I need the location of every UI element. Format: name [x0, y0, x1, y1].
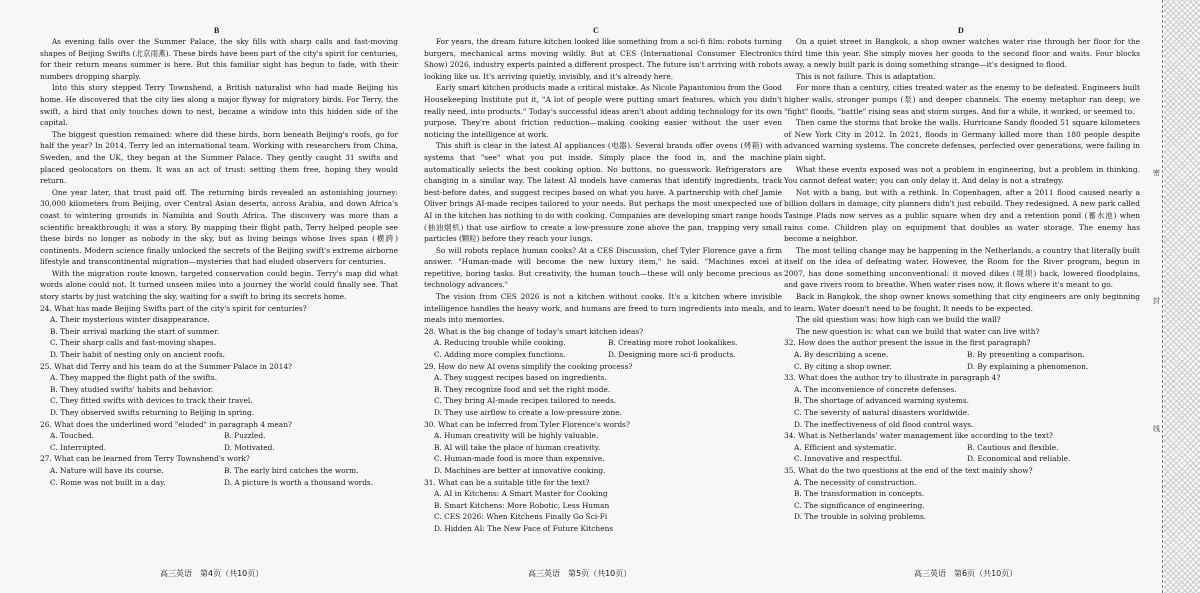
answer-option: B. AI will take the place of human creativity. [434, 442, 601, 452]
answer-option: C. They fitted swifts with devices to track their travel. [50, 396, 253, 406]
passage-paragraph: Into this story stepped Terry Townshend, a British naturalist who had made Beijing his home. He discovered that the city lies along a major flyway for migratory birds. For Terry, the swift, a bird that only touches down to nest, became a window into this hidden side of the capital. [40, 83, 398, 128]
seal-mark-3: 线 [1153, 425, 1160, 433]
answer-option: D. They observed swifts returning to Beijing in spring. [50, 408, 255, 417]
passage-paragraph: Not with a bang, but with a rethink. In Copenhagen, after a 2011 flood caused nearly a billion dollars in damage, city planners didn't just rebuild. They redesigned. A new park called Tasinge Plads now serves as a public square when dry and a retention pond (蓄水池) when rains come. Children play on equipment that doubles as water storage. The enemy has become a neighbor. [784, 187, 1140, 244]
answer-option-row [434, 337, 782, 349]
passage-paragraph: This is not failure. This is adaptation. [795, 71, 936, 81]
answer-option-row [50, 477, 398, 489]
answer-option: B. Smart Kitchens: More Robotic, Less Human [434, 500, 610, 510]
passage-paragraph: The biggest question remained: where did these birds, born beneath Beijing's roofs, go for half the year? In 2014, Terry led an international team. Working with researchers from China, Sweden, and the UK, they began at the Summer Palace. They gently caught 31 swifts and placed geolocators on them. It was an act of trust: setting them free, hoping they would return. [40, 129, 398, 186]
answer-option-row [50, 430, 398, 442]
passage-paragraph: The vision from CES 2026 is not a kitchen without cooks. It's a kitchen where invisible intelligence handles the heavy work, and humans are freed to turn ingredients into meals, and meals into memories. [424, 292, 782, 325]
answer-option: A. By describing a scene. [794, 350, 889, 360]
passage-paragraph: For years, the dream future kitchen looked like something from a sci-fi film: robots turning burgers, mechanical arms moving wildly. But at CES (International Consumer Electronics Show) 2026, industry experts painted a different prospect. The future isn't arriving with robots looking like us. It's arriving quietly, invisibly, and it's already here. [424, 37, 782, 81]
answer-option: A. Touched. [50, 431, 94, 441]
answer-option: D. A picture is worth a thousand words. [224, 477, 374, 487]
answer-option-row [794, 442, 1140, 454]
answer-option: C. By citing a shop owner. [794, 361, 892, 371]
answer-option-row [794, 361, 1140, 373]
section-c-letter: C [593, 26, 599, 35]
question-stem: 26. What does the underlined word "eluded" in paragraph 4 mean? [40, 419, 292, 429]
seal-strip-pattern [1164, 0, 1200, 593]
answer-option: A. They mapped the flight path of the swifts. [50, 373, 218, 383]
seal-mark-2: 封 [1153, 297, 1160, 305]
passage-paragraph: Early smart kitchen products made a critical mistake. As Nicole Papantoniou from the Good Housekeeping Institute put it, "A lot of people were putting smart features, which you didn't really need, into products." Today's successful ideas aren't about adding technology for its own purpose. They're about friction reduction—making cooking easier without the user even noticing the intelligence at work. [424, 83, 782, 139]
answer-option-row [794, 349, 1140, 361]
passage-paragraph: As evening falls over the Summer Palace, the sky fills with sharp calls and fast-moving shapes of Beijing Swifts (北京雨燕). These birds have been part of the city's spirit for centuries, for their return means summer is here. But this familiar sight has begun to fade, with their numbers dropping sharply. [40, 37, 398, 81]
answer-option: C. Rome was not built in a day. [50, 477, 166, 487]
answer-option: B. Creating more robot lookalikes. [608, 338, 738, 348]
question-stem: 30. What can be inferred from Tyler Florence's words? [424, 419, 630, 429]
answer-option: D. The trouble in solving problems. [794, 512, 927, 522]
section-d-column [784, 36, 1140, 523]
passage-paragraph: The most telling change may be happening in the Netherlands, a country that literally built itself on the idea of defeating water. However, the Room for the River program, begun in 2007, has done something unconventional: it moved dikes (堤坝) back, lowered floodplains, and gave rivers room to breathe. When water rises now, it flows where it's meant to go. [784, 245, 1140, 290]
answer-option: D. Hidden AI: The New Face of Future Kitchens [434, 523, 614, 533]
page-footer-5: 高三英语 第5页（共10页） [528, 569, 632, 578]
answer-option: D. Designing more sci-fi products. [608, 350, 736, 360]
answer-option: B. They recognize food and set the right mode. [434, 384, 611, 394]
answer-option: D. By explaining a phenomenon. [967, 361, 1089, 371]
passage-paragraph: On a quiet street in Bangkok, a shop owner watches water rise through her floor for the third time this year. She simply moves her goods to the second floor and waits. Four blocks away, a newly built park is doing something strange—it's designed to flood. [784, 37, 1140, 70]
passage-paragraph: For more than a century, cities treated water as the enemy to be defeated. Engineers built higher walls, stronger pumps (泵) and deeper channels. The enemy metaphor ran deep; we "fight" floods, "battle" rising seas and storm surges. And for a while, it worked, or seemed to. [784, 83, 1140, 116]
answer-option-row [794, 453, 1140, 465]
answer-option: C. The severity of natural disasters worldwide. [794, 408, 970, 417]
question-stem: 25. What did Terry and his team do at the Summer Palace in 2014? [40, 361, 293, 371]
answer-option: D. The ineffectiveness of old flood control ways. [794, 419, 974, 429]
answer-option: C. CES 2026: When Kitchens Finally Go Sci-Fi [434, 512, 608, 522]
answer-option: A. AI in Kitchens: A Smart Master for Cooking [434, 489, 608, 499]
question-stem: 24. What has made Beijing Swifts part of the city's spirit for centuries? [40, 303, 307, 313]
passage-paragraph: So will robots replace human cooks? At a CES Discussion, chef Tyler Florence gave a firm answer. "Human-made will become the new luxury item," he said. "Machines excel at repetitive, boring tasks. But creativity, the human touch—these will only become precious as technology advances." [424, 245, 782, 290]
answer-option: C. Innovative and respectful. [794, 454, 903, 464]
passage-paragraph: Then came the storms that broke the walls. Hurricane Sandy flooded 51 square kilometers of New York City in 2012. In 2021, floods in Germany killed more than 180 people despite advanced warning systems. The concrete defenses, perfected over generations, were failing in plain sight. [784, 118, 1140, 162]
page-footer-4: 高三英语 第4页（共10页） [160, 569, 264, 578]
answer-option: A. Nature will have its course. [50, 465, 164, 475]
answer-option: D. Their habit of nesting only on ancient roofs. [50, 350, 225, 360]
passage-paragraph: The old question was: how high can we build the wall? [795, 315, 1001, 325]
answer-option: A. Their mysterious winter disappearance. [50, 315, 210, 325]
answer-option: C. Adding more complex functions. [434, 350, 566, 360]
answer-option: D. They use airflow to create a low-pressure zone. [434, 408, 622, 417]
section-c-column [424, 36, 782, 535]
answer-option: C. Their sharp calls and fast-moving shapes. [50, 338, 217, 348]
answer-option: B. Cautious and flexible. [967, 442, 1059, 452]
section-b-column [40, 36, 398, 488]
section-b-letter: B [214, 26, 220, 35]
page-footer-6: 高三英语 第6页（共10页） [914, 569, 1018, 578]
passage-paragraph: One year later, that trust paid off. The returning birds revealed an astonishing journey: 30,000 kilometers from Beijing, over Central Asian deserts, across Arabia, and down Africa's coast to wintering grounds in Namibia and South Africa. The discovery was more than a scientific breakthrough; it was a story. By mapping their flight path, Terry helped people see these birds no longer as nobody in the sky, but as living beings whose lives span (横跨) continents. Modern science finally unlocked the secrets of the Beijing swift's extreme airborne lifestyle and transcontinental migration—mysteries that had eluded observers for centuries. [40, 187, 398, 267]
question-stem: 32. How does the author present the issue in the first paragraph? [784, 338, 1031, 348]
section-d-letter: D [958, 26, 964, 35]
answer-option-row [434, 349, 782, 361]
question-stem: 29. How do new AI ovens simplify the cooking process? [424, 361, 633, 371]
passage-paragraph: Back in Bangkok, the shop owner knows something that city engineers are only beginning to learn. Water doesn't need to be fought. It needs to be expected. [784, 292, 1140, 313]
answer-option-row [50, 442, 398, 454]
answer-option: D. Motivated. [224, 442, 275, 452]
answer-option: C. The significance of engineering. [794, 500, 925, 510]
question-stem: 31. What can be a suitable title for the text? [424, 477, 590, 487]
answer-option: D. Machines are better at innovative cooking. [434, 465, 606, 475]
answer-option: A. Reducing trouble while cooking. [434, 338, 566, 348]
answer-option: C. Interrupted. [50, 442, 107, 452]
answer-option: B. Their arrival marking the start of summer. [50, 326, 220, 336]
question-stem: 27. What can be learned from Terry Townshend's work? [40, 454, 250, 464]
answer-option: B. By presenting a comparison. [967, 350, 1085, 360]
answer-option: C. Human-made food is more than expensive. [434, 454, 605, 464]
answer-option: C. They bring AI-made recipes tailored to needs. [434, 396, 617, 406]
answer-option: A. Efficient and systematic. [794, 442, 897, 452]
answer-option: B. The early bird catches the worm. [224, 465, 359, 475]
passage-paragraph: The new question is: what can we build that water can live with? [795, 326, 1040, 336]
passage-paragraph: This shift is clear in the latest AI appliances (电器). Several brands offer ovens (烤箱) with systems that "see" what you put inside. Simply place the food in, and the machine automatically selects the best cooking option. No buttons, no guesswork. Refrigerators are changing in a similar way. The latest AI models have cameras that identify ingredients, track best-before dates, and suggest recipes based on what you have. A partnership with chef Jamie Oliver brings AI-made recipes tailored to your needs. But perhaps the most unexpected use of AI in the kitchen has nothing to do with cooking. Companies are developing smart range hoods (抽油烟机) that use airflow to create a low-pressure zone above the pan, trapping very small particles (颗粒) before they reach your lungs. [424, 141, 782, 244]
answer-option: B. They studied swifts' habits and behavior. [50, 384, 214, 394]
seal-mark-1: 密 [1153, 169, 1160, 177]
answer-option: A. The necessity of construction. [794, 477, 917, 487]
passage-paragraph: With the migration route known, targeted conservation could begin. Terry's map did what words alone could not. It turned unseen miles into a journey the world could finally see. That story starts by just watching the sky, waiting for a swift to bring its secrets home. [40, 268, 398, 302]
answer-option: B. The transformation in concepts. [794, 489, 925, 499]
passage-paragraph: What these events exposed was not a problem in engineering, but a problem in thinking. You cannot defeat water; you can only delay it. And delay is not a strategy. [784, 164, 1140, 186]
question-stem: 34. What is Netherlands' water management like according to the text? [784, 431, 1053, 441]
answer-option: A. Human creativity will be highly valuable. [434, 431, 599, 441]
answer-option: A. The inconvenience of concrete defenses. [794, 384, 957, 394]
question-stem: 28. What is the big change of today's smart kitchen ideas? [424, 326, 644, 336]
question-stem: 33. What does the author try to illustrate in paragraph 4? [784, 373, 1001, 383]
answer-option: A. They suggest recipes based on ingredients. [434, 373, 607, 383]
question-stem: 35. What do the two questions at the end of the text mainly show? [784, 465, 1033, 475]
answer-option: B. The shortage of advanced warning systems. [794, 396, 969, 406]
answer-option: B. Puzzled. [224, 431, 266, 441]
answer-option-row [50, 465, 398, 477]
answer-option: D. Economical and reliable. [967, 454, 1071, 464]
